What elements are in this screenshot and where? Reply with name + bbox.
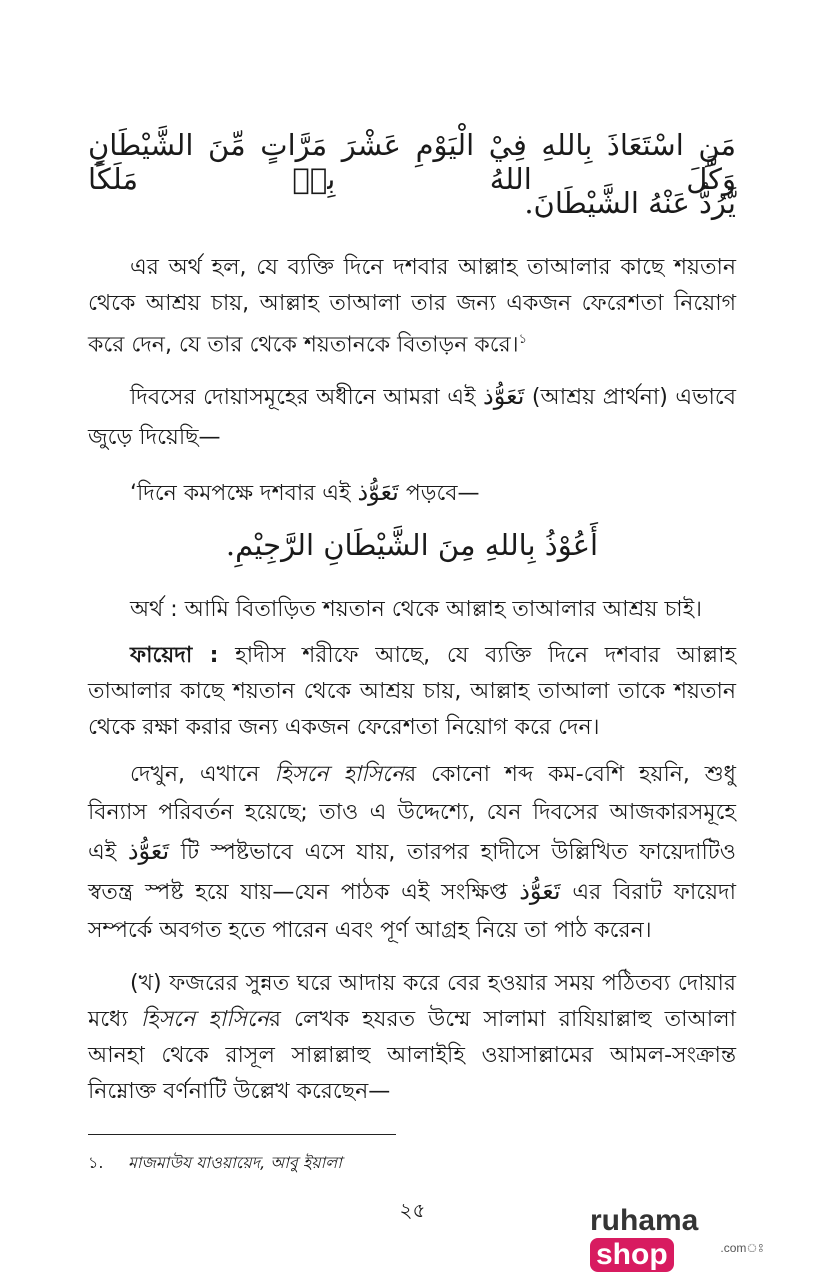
translation-paragraph: [88, 250, 736, 363]
text-span: দিবসের দোয়াসমূহের অধীনে আমরা এই: [130, 385, 484, 410]
text-span: টি স্পষ্টভাবে এসে যায়, তারপর হাদীসে উল্লিখিত ফায়েদাটিও স্বতন্ত্র স্পষ্ট হয়ে যায়—যেন পাঠক এই সংক্ষিপ্ত: [88, 840, 736, 905]
text-span: র লেখক হযরত উম্মে সালামা রাযিয়াল্লাহু তাআলা আনহা থেকে রাসূল সাল্লাল্লাহু আলাইহি ওয়াসাল্লামের আমল-সংক্রান্ত নিম্নোক্ত বর্ণনাটি উল্লেখ করেছেন—: [88, 1007, 736, 1104]
logo-wordmark: ruhama: [590, 1204, 699, 1237]
hadith-arabic-line-2: يَّرُدُّ عَنْهُ الشَّيْطَانَ.: [524, 186, 736, 220]
instruction-paragraph: [88, 474, 736, 512]
footnote: [88, 1150, 588, 1177]
footnote-text: মাজমাউয যাওয়ায়েদ, আবু ইয়ালা: [128, 1153, 342, 1172]
benefit-text: হাদীস শরীফে আছে, যে ব্যক্তি দিনে দশবার আল্লাহ তাআলার কাছে শয়তান থেকে আশ্রয় চায়, আল্লাহ তাআলা তাকে শয়তান থেকে রক্ষা করার জন্য একজন ফেরেশতা নিয়োগ করে দেন।: [88, 643, 737, 740]
footnote-ref: ১: [518, 332, 528, 347]
logo-shop-badge: shop: [590, 1238, 674, 1272]
section-kha-paragraph: [88, 966, 736, 1110]
hadith-arabic-line-1: مَنِ اسْتَعَاذَ بِاللهِ فِيْ الْيَوْمِ عَشْرَ مَرَّاتٍ مِّنَ الشَّيْطَانِ وَكَّلَ اللهُ بِهٖ مَلَكًا: [88, 128, 736, 196]
benefit-label: ফায়েদা :: [130, 643, 219, 668]
page-number: ২৫: [399, 1198, 426, 1222]
translation-text: এর অর্থ হল, যে ব্যক্তি দিনে দশবার আল্লাহ তাআলার কাছে শয়তান থেকে আশ্রয় চায়, আল্লাহ তাআলা তার জন্য একজন ফেরেশতা নিয়োগ করে দেন, যে তার থেকে শয়তানকে বিতাড়ন করে।: [88, 255, 736, 358]
book-title: হিসনে হাসিনে: [140, 1007, 269, 1032]
arabic-word: تَعَوُّذ: [519, 877, 561, 905]
text-span: (আশ্রয় প্রার্থনা) এভাবে জুড়ে দিয়েছি—: [88, 385, 736, 450]
logo-domain: .comঃ: [720, 1241, 764, 1255]
book-title: হিসনে হাসিনে: [274, 762, 405, 787]
text-span: ‘দিনে কমপক্ষে দশবার এই: [130, 481, 358, 506]
meaning-paragraph: অর্থ : আমি বিতাড়িত শয়তান থেকে আল্লাহ তাআলার আশ্রয় চাই।: [130, 597, 703, 622]
footnote-divider: [88, 1134, 396, 1135]
text-span: দেখুন, এখানে: [130, 762, 275, 787]
text-span: র কোনো শব্দ কম-বেশি হয়নি, শুধু বিন্যাস পরিবর্তন হয়েছে; তাও এ উদ্দেশ্যে, যেন দিবসের আজকারসমূহে এই: [88, 762, 736, 865]
ruhamashop-logo: [590, 1204, 780, 1271]
text-span: এর বিরাট ফায়েদা সম্পর্কে অবগত হতে পারেন এবং পূর্ণ আগ্রহ নিয়ে তা পাঠ করেন।: [88, 880, 736, 943]
arabic-word: تَعَوُّذ: [483, 382, 525, 410]
footnote-number: ১.: [88, 1153, 104, 1172]
dua-arabic: أَعُوْذُ بِاللهِ مِنَ الشَّيْطَانِ الرَّجِيْمِ.: [225, 528, 599, 562]
benefit-paragraph: [88, 638, 736, 746]
taawwudh-intro-paragraph: [88, 376, 736, 458]
text-span: (খ) ফজরের সুন্নত ঘরে আদায় করে বের হওয়ার সময় পঠিতব্য দোয়ার মধ্যে: [88, 971, 736, 1032]
explanation-paragraph: [88, 756, 736, 950]
arabic-word: تَعَوُّذ: [357, 478, 399, 506]
text-span: পড়বে—: [398, 481, 480, 506]
arabic-word: تَعَوُّذ: [127, 837, 170, 865]
